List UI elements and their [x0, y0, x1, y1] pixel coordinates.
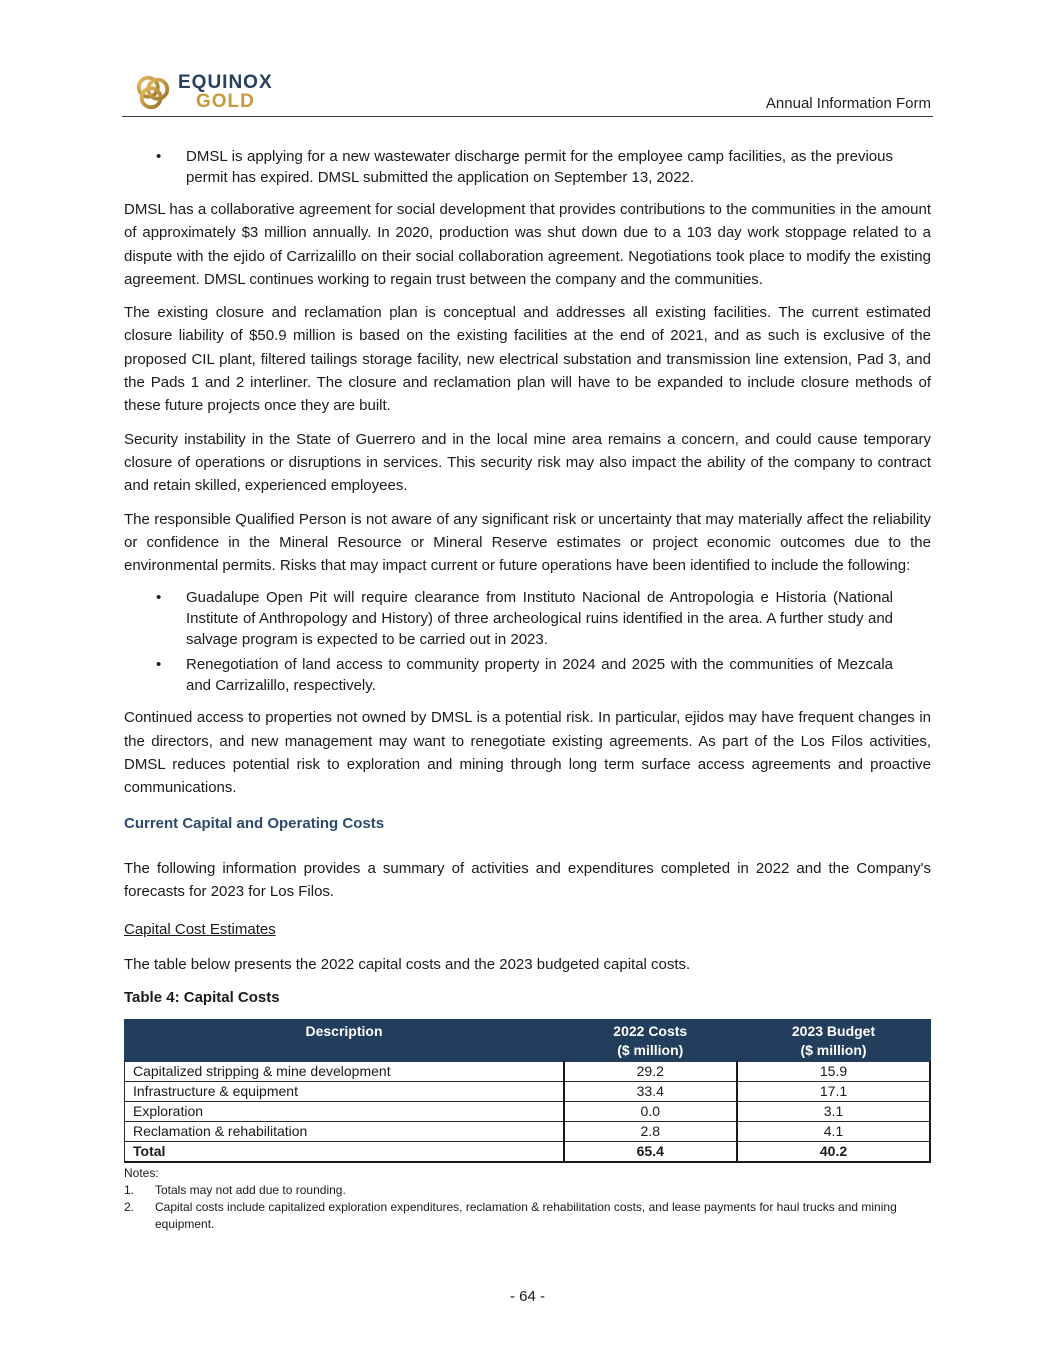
table-total-row: [125, 1142, 931, 1163]
cell-description: Exploration: [125, 1102, 564, 1122]
table-row: [125, 1082, 931, 1102]
paragraph-closure-plan: The existing closure and reclamation plan is conceptual and addresses all existing facilities. The current estimated closure liability of $50.9 million is based on the existing facilities at the end of 2021, and as such is exclusive of the proposed CIL plant, filtered tailings storage facility, new electrical substation and transmission line extension, Pad 3, and the Pads 1 and 2 interliner. The closure and reclamation plan will have to be expanded to include closure methods of these future projects once they are built.: [124, 304, 931, 415]
company-logo: [134, 72, 273, 112]
logo-text-equinox: EQUINOX: [178, 72, 273, 93]
notes-label: Notes:: [124, 1166, 159, 1181]
cell-2022-costs: 33.4: [564, 1082, 738, 1102]
paragraph-security: Security instability in the State of Guerrero and in the local mine area remains a concern, and could cause temporary closure of operations or disruptions in services. This security risk may also impact the ability of the company to contract and retain skilled, experienced employees.: [124, 430, 931, 495]
list-item: [124, 654, 931, 696]
list-item: [124, 146, 931, 188]
list-item-text: DMSL is applying for a new wastewater discharge permit for the employee camp facilities, as the previous permit has expired. DMSL submitted the application on September 13, 2022.: [186, 148, 893, 186]
table-row: [125, 1062, 931, 1082]
section-heading: Current Capital and Operating Costs: [124, 814, 385, 832]
bullet-list-risks: [124, 587, 931, 696]
note-item: [124, 1199, 931, 1233]
note-number: 2.: [124, 1200, 135, 1215]
cell-total-label: Total: [125, 1142, 564, 1163]
cell-2022-costs: 29.2: [564, 1062, 738, 1082]
bullet-list-permit: [124, 146, 931, 188]
capital-costs-table: [124, 1019, 931, 1163]
cell-total-2022-costs: 65.4: [564, 1142, 738, 1163]
logo-text-gold: GOLD: [196, 91, 255, 112]
cell-2023-budget: 4.1: [737, 1122, 930, 1142]
list-item-text: Guadalupe Open Pit will require clearance from Instituto Nacional de Antropologia e Historia (National Institute of Anthropology and History) of three archeological ruins identified in the area. A further study and salvage program is expected to be carried out in 2023.: [186, 589, 893, 649]
cell-description: Infrastructure & equipment: [125, 1082, 564, 1102]
document-title: Annual Information Form: [765, 95, 931, 112]
paragraph-table-intro: The table below presents the 2022 capital costs and the 2023 budgeted capital costs.: [124, 955, 691, 973]
bullet-icon: •: [156, 656, 162, 674]
page-header: [122, 70, 933, 117]
table-notes: [124, 1165, 931, 1233]
paragraph-property-access: Continued access to properties not owned by DMSL is a potential risk. In particular, ejidos may have frequent changes in the directors, and new management may want to renegotiate existing agreements. As part of the Los Filos activities, DMSL reduces potential risk to exploration and mining through long term surface access agreements and proactive communications.: [124, 709, 931, 797]
note-text: Capital costs include capitalized exploration expenditures, reclamation & rehabilitation costs, and lease payments for haul trucks and mining equipment.: [155, 1200, 897, 1232]
paragraph-summary-intro: The following information provides a summary of activities and expenditures completed in 2022 and the Company's forecasts for 2023 for Los Filos.: [124, 859, 931, 901]
column-header-description: Description: [125, 1020, 564, 1062]
table-row: [125, 1102, 931, 1122]
cell-2023-budget: 3.1: [737, 1102, 930, 1122]
cell-description: Reclamation & rehabilitation: [125, 1122, 564, 1142]
note-item: [124, 1182, 931, 1199]
cell-2022-costs: 0.0: [564, 1102, 738, 1122]
page-number: - 64 -: [509, 1288, 545, 1305]
cell-2023-budget: 15.9: [737, 1062, 930, 1082]
note-number: 1.: [124, 1183, 135, 1198]
table-header-row: [125, 1020, 931, 1062]
page-content: [124, 146, 931, 1233]
cell-description: Capitalized stripping & mine development: [125, 1062, 564, 1082]
bullet-icon: •: [156, 148, 162, 165]
table-caption: Table 4: Capital Costs: [124, 989, 280, 1007]
paragraph-qualified-person: The responsible Qualified Person is not aware of any significant risk or uncertainty that may materially affect the reliability or confidence in the Mineral Resource or Mineral Reserve estimates or project economic outcomes due to the environmental permits. Risks that may impact current or future operations have been identified to include the following:: [124, 510, 931, 575]
list-item-text: Renegotiation of land access to community property in 2024 and 2025 with the communities of Mezcala and Carrizalillo, respectively.: [186, 656, 893, 695]
bullet-icon: •: [156, 589, 162, 607]
paragraph-social-agreement: DMSL has a collaborative agreement for social development that provides contributions to the communities in the amount of approximately $3 million annually. In 2020, production was shut down due to a 103 day work stoppage related to a dispute with the ejido of Carrizalillo on their social collaboration agreement. Negotiations took place to modify the existing agreement. DMSL continues working to regain trust between the company and the communities.: [124, 201, 931, 288]
cell-2022-costs: 2.8: [564, 1122, 738, 1142]
cell-2023-budget: 17.1: [737, 1082, 930, 1102]
column-header-2022-costs: 2022 Costs ($ million): [564, 1020, 738, 1062]
equinox-gold-logo-icon: [134, 73, 172, 111]
cell-total-2023-budget: 40.2: [737, 1142, 930, 1163]
subheading-capital-cost-estimates: Capital Cost Estimates: [124, 920, 276, 938]
table-row: [125, 1122, 931, 1142]
list-item: [124, 587, 931, 650]
column-header-2023-budget: 2023 Budget ($ million): [737, 1020, 930, 1062]
note-text: Totals may not add due to rounding.: [155, 1183, 346, 1198]
